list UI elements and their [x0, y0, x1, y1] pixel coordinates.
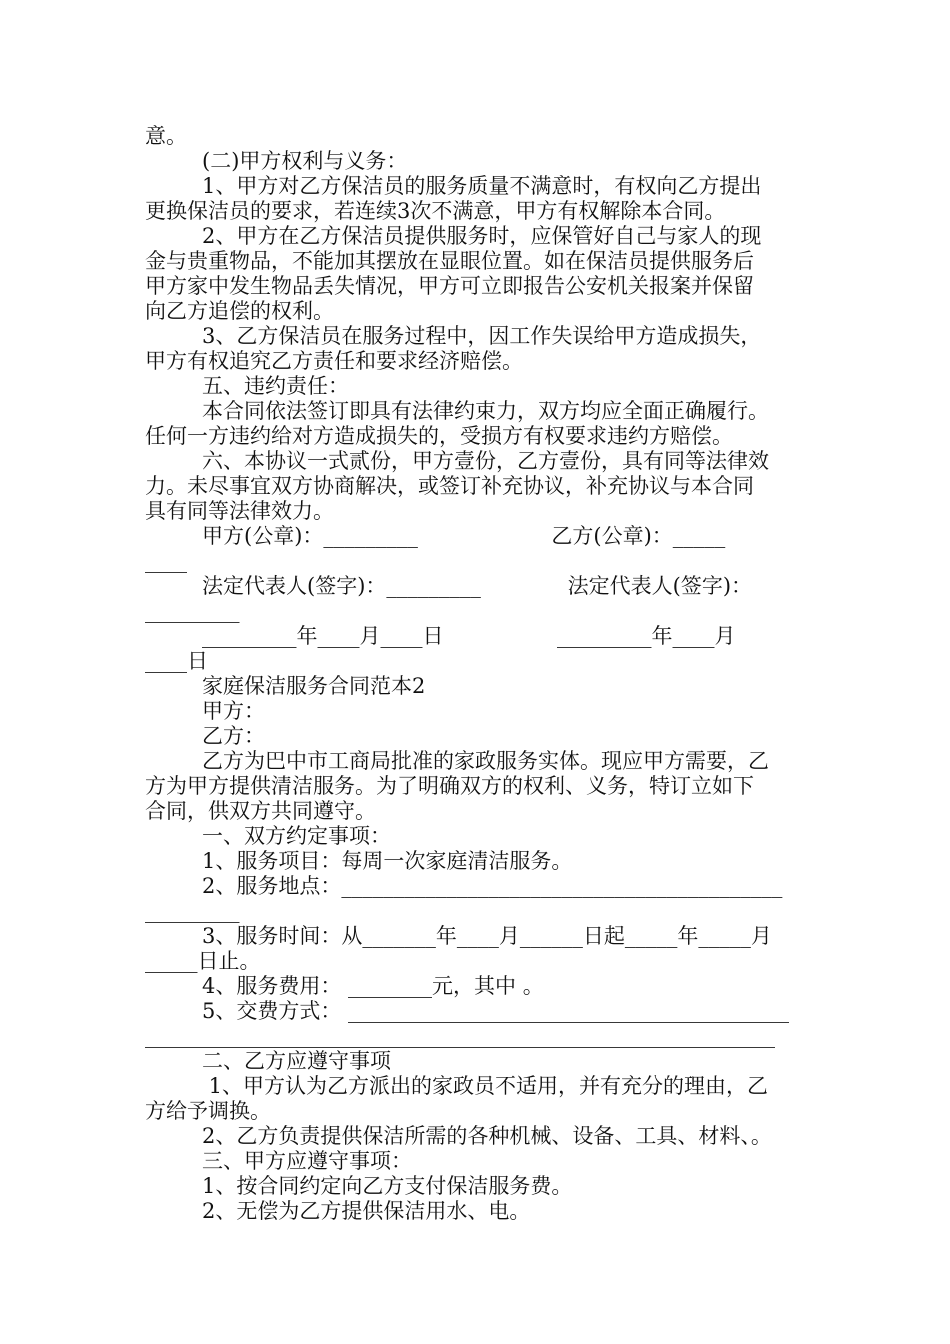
text-line: 方为甲方提供清洁服务。为了明确双方的权利、义务，特订立如下: [145, 774, 754, 798]
text-line: 2、甲方在乙方保洁员提供服务时，应保管好自己与家人的现: [202, 224, 762, 248]
text-line: 4、服务费用： ________元，其中 。: [202, 974, 544, 998]
date-line: _________年____月____日 _________年____月: [202, 624, 736, 648]
text-line: 方给予调换。: [145, 1099, 271, 1123]
party-b-line: 乙方：: [202, 724, 265, 748]
text-line: 3、服务时间：从_______年____月______日起_____年_____月: [202, 924, 772, 948]
text-line: _____日止。: [145, 949, 261, 973]
text-line: _________: [145, 899, 240, 923]
text-line: 1、按合同约定向乙方支付保洁服务费。: [202, 1174, 573, 1198]
text-line: ____________________________________________________________: [145, 1024, 775, 1048]
date-line: ____日: [145, 649, 208, 673]
document-title: 家庭保洁服务合同范本2: [202, 674, 426, 698]
text-line: 具有同等法律效力。: [145, 499, 334, 523]
text-line: 2、无偿为乙方提供保洁用水、电。: [202, 1199, 531, 1223]
text-line: 金与贵重物品，不能加其摆放在显眼位置。如在保洁员提供服务后: [145, 249, 754, 273]
section-heading: (二)甲方权利与义务：: [202, 149, 408, 173]
section-heading: 六、本协议一式贰份，甲方壹份，乙方壹份，具有同等法律效: [202, 449, 769, 473]
section-heading: 一、双方约定事项：: [202, 824, 391, 848]
text-line: 2、服务地点：__________________________________________: [202, 874, 783, 898]
text-line: 更换保洁员的要求，若连续3次不满意，甲方有权解除本合同。: [145, 199, 726, 223]
text-line: 本合同依法签订即具有法律约束力，双方均应全面正确履行。: [202, 399, 769, 423]
text-line: 1、甲方认为乙方派出的家政员不适用，并有充分的理由，乙: [202, 1074, 769, 1098]
text-line: 甲方家中发生物品丢失情况，甲方可立即报告公安机关报案并保留: [145, 274, 754, 298]
text-line: 2、乙方负责提供保洁所需的各种机械、设备、工具、材料、。: [202, 1124, 772, 1148]
text-line: 3、乙方保洁员在服务过程中，因工作失误给甲方造成损失，: [202, 324, 762, 348]
text-line: 向乙方追偿的权利。: [145, 299, 334, 323]
signature-line: 法定代表人(签字)：_________ 法定代表人(签字)：: [202, 574, 753, 598]
text-line: 任何一方违约给对方造成损失的，受损方有权要求违约方赔偿。: [145, 424, 733, 448]
text-line: 意。: [145, 124, 187, 148]
text-line: 合同，供双方共同遵守。: [145, 799, 376, 823]
section-heading: 三、甲方应遵守事项：: [202, 1149, 412, 1173]
section-heading: 五、违约责任：: [202, 374, 349, 398]
text-line: 力。未尽事宜双方协商解决，或签订补充协议，补充协议与本合同: [145, 474, 754, 498]
signature-line: 甲方(公章)：_________ 乙方(公章)：_____: [202, 524, 726, 548]
signature-line: ____: [145, 549, 187, 573]
text-line: 乙方为巴中市工商局批准的家政服务实体。现应甲方需要，乙: [202, 749, 769, 773]
party-a-line: 甲方：: [202, 699, 265, 723]
text-line: 5、交费方式： __________________________________________: [202, 999, 790, 1023]
section-heading: 二、乙方应遵守事项: [202, 1049, 391, 1073]
signature-line: _________: [145, 599, 240, 623]
text-line: 1、服务项目：每周一次家庭清洁服务。: [202, 849, 573, 873]
text-line: 1、甲方对乙方保洁员的服务质量不满意时，有权向乙方提出: [202, 174, 762, 198]
text-line: 甲方有权追究乙方责任和要求经济赔偿。: [145, 349, 523, 373]
